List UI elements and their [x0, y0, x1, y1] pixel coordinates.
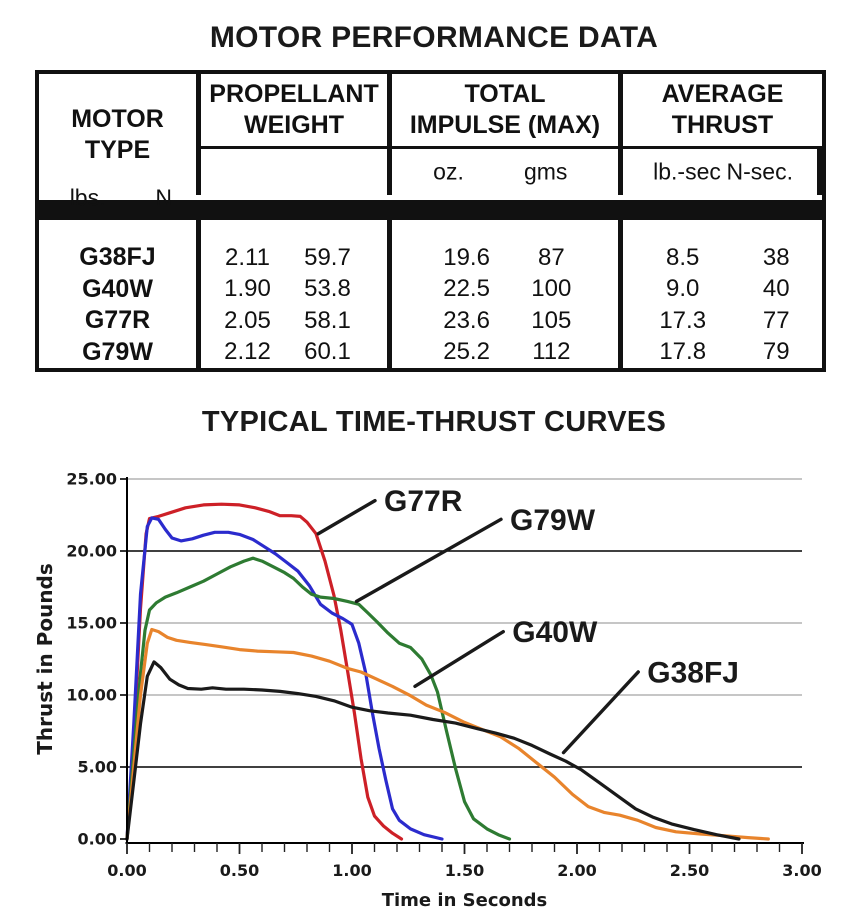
- value-gms: 58.1: [304, 306, 351, 334]
- value-oz: 2.05: [224, 306, 271, 334]
- column-propellant-values: [201, 220, 392, 368]
- value-oz: 2.12: [224, 338, 271, 366]
- units-impulse: [623, 149, 822, 195]
- column-thrust-values: [623, 220, 822, 368]
- table-row-motor: G38FJ: [79, 243, 156, 272]
- value-lbsec: 23.6: [443, 306, 490, 334]
- table-row: [392, 242, 618, 274]
- header-propellant-line1: PROPELLANT: [209, 80, 379, 108]
- y-axis-title: Thrust in Pounds: [33, 563, 57, 755]
- x-tick-label: 1.00: [332, 861, 372, 880]
- header-propellant-weight: [201, 74, 392, 149]
- x-tick-label: 0.50: [219, 861, 260, 880]
- leader-line: [415, 632, 503, 687]
- y-tick-label: 5.00: [77, 757, 117, 777]
- value-lbsec: 25.2: [443, 338, 490, 366]
- x-tick-label: 2.50: [669, 861, 710, 880]
- value-oz: 2.11: [225, 243, 270, 271]
- unit-gms: gms: [523, 158, 568, 185]
- leader-line: [318, 501, 375, 534]
- value-nsec: 87: [537, 243, 565, 271]
- table-row: [623, 274, 822, 306]
- table-row: [623, 305, 822, 337]
- header-propellant-line2: WEIGHT: [244, 111, 344, 139]
- table-row-motor: G40W: [82, 274, 153, 303]
- y-tick-label: 0.00: [77, 829, 117, 849]
- time-thrust-chart: [0, 450, 868, 924]
- value-n: 77: [762, 306, 790, 334]
- value-n: 79: [762, 338, 790, 366]
- value-lbs: 8.5: [666, 243, 700, 271]
- unit-lbs: lbs.: [69, 184, 106, 210]
- value-nsec: 105: [531, 306, 572, 334]
- value-lbs: 17.8: [659, 338, 707, 366]
- curve-label: G38FJ: [647, 656, 739, 690]
- header-motor-line1: MOTOR: [71, 104, 164, 133]
- value-lbs: 9.0: [666, 275, 700, 303]
- table-row: [392, 274, 618, 306]
- header-motor-line2: TYPE: [84, 135, 151, 164]
- value-nsec: 100: [531, 275, 572, 303]
- header-impulse-line2: IMPULSE (MAX): [409, 111, 601, 139]
- header-units-spacer: [201, 149, 392, 195]
- x-tick-label: 1.50: [444, 861, 485, 880]
- y-tick-label: 10.00: [66, 685, 117, 705]
- value-oz: 1.90: [224, 275, 271, 303]
- table-row: [623, 337, 822, 369]
- header-impulse-line1: TOTAL: [464, 80, 546, 108]
- curve-label: G77R: [384, 485, 463, 519]
- column-impulse-values: [392, 220, 623, 368]
- unit-oz: oz.: [433, 158, 464, 185]
- table-row: [201, 305, 387, 337]
- value-gms: 59.7: [304, 243, 351, 271]
- table-row: [392, 337, 618, 369]
- x-tick-label: 3.00: [782, 861, 822, 880]
- value-nsec: 112: [532, 338, 571, 366]
- value-lbs: 17.3: [659, 306, 707, 334]
- unit-nsec: N-sec.: [726, 158, 793, 185]
- header-motor-type: [39, 74, 201, 195]
- units-thrust: [39, 184, 201, 210]
- y-tick-label: 25.00: [66, 469, 117, 489]
- header-total-impulse: [392, 74, 623, 149]
- table-row: [201, 337, 387, 369]
- motor-performance-table: [35, 70, 826, 372]
- header-thrust-line2: THRUST: [671, 111, 774, 139]
- value-lbsec: 22.5: [443, 275, 490, 303]
- page-title: MOTOR PERFORMANCE DATA: [209, 21, 659, 54]
- unit-lbsec: lb.-sec: [653, 158, 721, 185]
- unit-n: N: [155, 184, 173, 210]
- x-tick-label: 2.00: [557, 861, 597, 880]
- curve-unlabeled: [127, 518, 442, 839]
- table-row-motor: G77R: [84, 306, 151, 335]
- leader-line: [357, 519, 502, 601]
- curve-label: G79W: [510, 503, 596, 537]
- y-tick-label: 15.00: [66, 613, 117, 633]
- value-n: 40: [762, 275, 790, 303]
- y-tick-label: 20.00: [66, 541, 117, 561]
- value-lbsec: 19.6: [443, 243, 490, 271]
- leader-line: [564, 672, 639, 753]
- value-gms: 53.8: [304, 275, 351, 303]
- table-row: [201, 274, 387, 306]
- value-gms: 60.1: [304, 338, 351, 366]
- x-axis-title: Time in Seconds: [381, 890, 548, 911]
- chart-title: TYPICAL TIME-THRUST CURVES: [201, 406, 667, 438]
- column-motor-names: [39, 220, 201, 368]
- chart-axis-labels: [33, 470, 822, 912]
- x-tick-label: 0.00: [107, 861, 147, 880]
- table-row: [623, 242, 822, 274]
- table-row: [201, 242, 387, 274]
- units-propellant: [392, 149, 623, 195]
- header-average-thrust: [623, 74, 822, 149]
- curve-label: G40W: [512, 616, 598, 650]
- value-n: 38: [762, 243, 790, 271]
- header-thrust-line1: AVERAGE: [661, 80, 784, 108]
- table-row-motor: G79W: [82, 337, 153, 366]
- table-row: [392, 305, 618, 337]
